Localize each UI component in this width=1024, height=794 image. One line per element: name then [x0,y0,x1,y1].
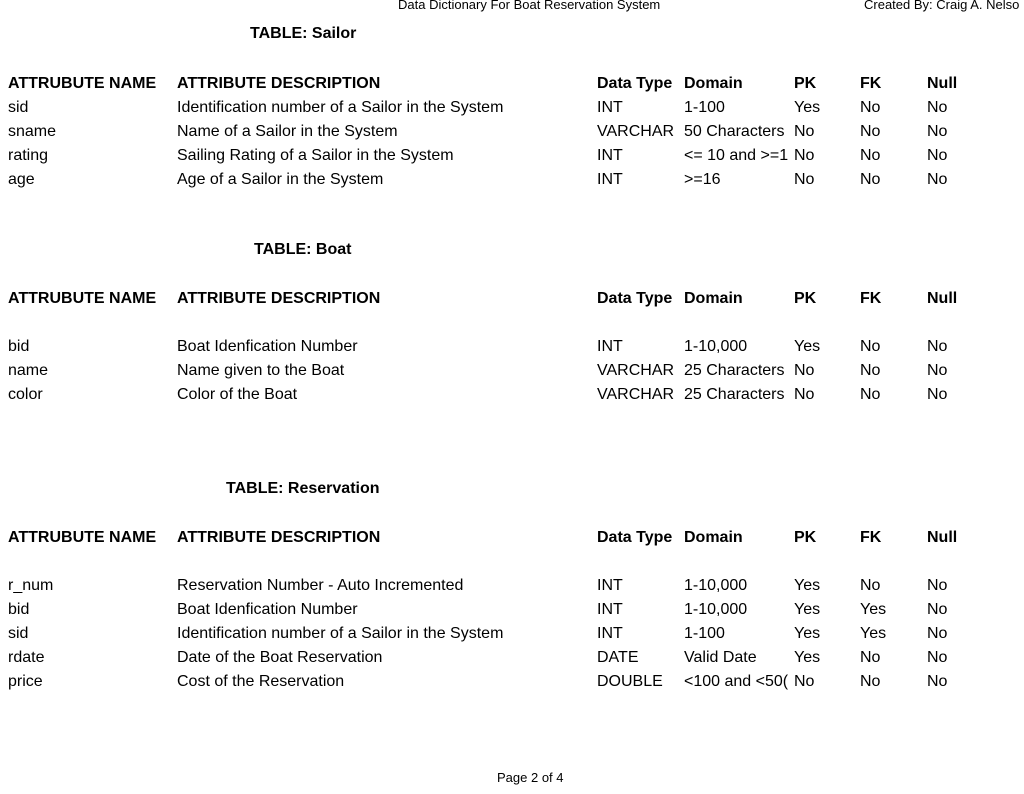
cell-null: No [927,99,948,116]
column-header-description: ATTRIBUTE DESCRIPTION [177,290,381,307]
column-header-null: Null [927,75,958,92]
cell-domain: 1-100 [684,625,725,642]
cell-pk: Yes [794,577,821,594]
cell-description: Sailing Rating of a Sailor in the System [177,147,454,164]
cell-data-type: INT [597,338,623,355]
cell-pk: Yes [794,99,821,116]
cell-domain: 1-10,000 [684,338,748,355]
table-row [0,574,1024,598]
cell-name: bid [8,601,30,618]
cell-name: sname [8,123,57,140]
table-row [0,120,1024,144]
cell-domain: >=16 [684,171,721,188]
cell-data-type: INT [597,577,623,594]
cell-fk: No [860,171,881,188]
column-header-fk: FK [860,529,882,546]
cell-name: sid [8,625,29,642]
cell-description: Reservation Number - Auto Incremented [177,577,464,594]
table-header-row [0,526,1024,550]
column-header-null: Null [927,529,958,546]
cell-domain: <100 and <50( [684,673,789,690]
cell-name: age [8,171,35,188]
cell-description: Boat Idenfication Number [177,338,358,355]
cell-domain: 1-10,000 [684,577,748,594]
cell-fk: No [860,99,881,116]
column-header-domain: Domain [684,529,743,546]
column-header-null: Null [927,290,958,307]
cell-domain: Valid Date [684,649,757,666]
page-number: Page 2 of 4 [497,770,564,785]
cell-pk: No [794,386,815,403]
cell-pk: No [794,123,815,140]
cell-data-type: DATE [597,649,639,666]
cell-fk: No [860,147,881,164]
cell-data-type: VARCHAR [597,386,675,403]
cell-name: price [8,673,43,690]
column-header-description: ATTRIBUTE DESCRIPTION [177,75,381,92]
cell-name: rating [8,147,49,164]
cell-description: Identification number of a Sailor in the System [177,99,504,116]
column-header-data-type: Data Type [597,529,673,546]
cell-null: No [927,123,948,140]
cell-name: sid [8,99,29,116]
cell-data-type: INT [597,625,623,642]
cell-domain: 50 Characters [684,123,785,140]
cell-name: name [8,362,49,379]
cell-data-type: INT [597,99,623,116]
cell-data-type: VARCHAR [597,123,675,140]
table-row [0,359,1024,383]
cell-pk: No [794,147,815,164]
table-header-row [0,72,1024,96]
table-title: TABLE: Reservation [226,480,380,497]
cell-data-type: INT [597,147,623,164]
table-row [0,646,1024,670]
cell-description: Cost of the Reservation [177,673,345,690]
cell-fk: No [860,362,881,379]
table-row [0,383,1024,407]
created-by: Created By: Craig A. Nelso [864,0,1020,12]
cell-pk: No [794,362,815,379]
cell-domain: 25 Characters [684,386,785,403]
cell-pk: Yes [794,338,821,355]
cell-name: rdate [8,649,45,666]
cell-null: No [927,649,948,666]
table-title: TABLE: Boat [254,241,352,258]
cell-domain: 1-100 [684,99,725,116]
column-header-pk: PK [794,290,817,307]
column-header-domain: Domain [684,290,743,307]
cell-null: No [927,147,948,164]
document-title: Data Dictionary For Boat Reservation System [398,0,661,12]
cell-null: No [927,171,948,188]
table-row [0,96,1024,120]
cell-description: Name given to the Boat [177,362,345,379]
column-header-fk: FK [860,75,882,92]
cell-null: No [927,386,948,403]
cell-pk: Yes [794,625,821,642]
cell-pk: Yes [794,601,821,618]
column-header-description: ATTRIBUTE DESCRIPTION [177,529,381,546]
cell-fk: No [860,123,881,140]
table-title: TABLE: Sailor [250,25,357,42]
column-header-fk: FK [860,290,882,307]
cell-description: Identification number of a Sailor in the System [177,625,504,642]
cell-fk: No [860,338,881,355]
cell-data-type: DOUBLE [597,673,663,690]
cell-fk: No [860,649,881,666]
table-row [0,335,1024,359]
cell-data-type: INT [597,171,623,188]
column-header-domain: Domain [684,75,743,92]
cell-data-type: INT [597,601,623,618]
table-row [0,144,1024,168]
cell-null: No [927,338,948,355]
cell-null: No [927,362,948,379]
table-row [0,168,1024,192]
cell-domain: <= 10 and >=1 [684,147,789,164]
cell-description: Age of a Sailor in the System [177,171,384,188]
cell-null: No [927,577,948,594]
cell-null: No [927,625,948,642]
column-header-pk: PK [794,529,817,546]
cell-fk: No [860,577,881,594]
table-row [0,622,1024,646]
cell-description: Date of the Boat Reservation [177,649,383,666]
cell-domain: 25 Characters [684,362,785,379]
column-header-pk: PK [794,75,817,92]
cell-fk: No [860,673,881,690]
cell-name: bid [8,338,30,355]
cell-description: Color of the Boat [177,386,298,403]
cell-fk: Yes [860,601,887,618]
cell-fk: No [860,386,881,403]
cell-null: No [927,601,948,618]
table-header-row [0,287,1024,311]
cell-pk: No [794,673,815,690]
column-header-name: ATTRUBUTE NAME [8,529,157,546]
cell-data-type: VARCHAR [597,362,675,379]
column-header-data-type: Data Type [597,75,673,92]
cell-name: color [8,386,43,403]
cell-null: No [927,673,948,690]
cell-description: Boat Idenfication Number [177,601,358,618]
column-header-data-type: Data Type [597,290,673,307]
table-row [0,598,1024,622]
column-header-name: ATTRUBUTE NAME [8,75,157,92]
cell-pk: Yes [794,649,821,666]
cell-fk: Yes [860,625,887,642]
cell-name: r_num [8,577,54,594]
cell-description: Name of a Sailor in the System [177,123,398,140]
cell-domain: 1-10,000 [684,601,748,618]
table-row [0,670,1024,694]
column-header-name: ATTRUBUTE NAME [8,290,157,307]
cell-pk: No [794,171,815,188]
